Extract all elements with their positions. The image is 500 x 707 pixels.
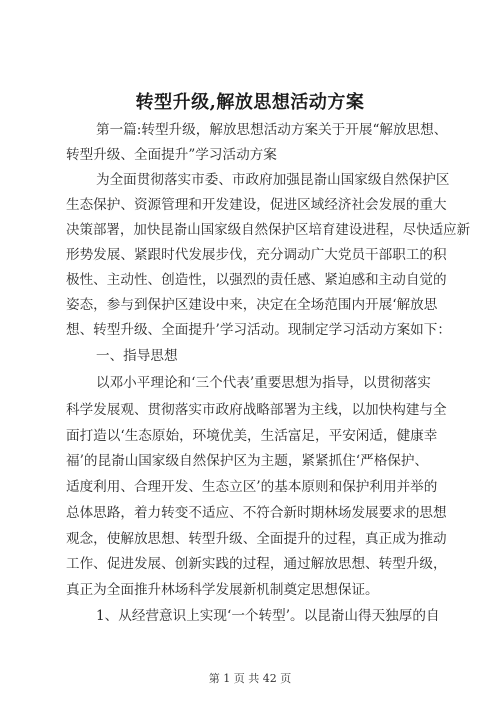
page-number: 第 1 页 共 42 页 bbox=[208, 672, 292, 685]
document-title: 转型升级,解放思想活动方案 bbox=[135, 92, 365, 113]
text-line: 观念，使解放思想、转型升级、全面提升的过程，真正成为推动 bbox=[66, 531, 447, 547]
text-line: 生态保护、资源管理和开发建设，促进区域经济社会发展的重大 bbox=[66, 197, 447, 213]
text-line: 科学发展观、贯彻落实市政府战略部署为主线，以加快构建与全 bbox=[66, 402, 447, 418]
text-line: 为全面贯彻落实市委、市政府加强昆嵛山国家级自然保护区 bbox=[96, 172, 450, 188]
text-line: 姿态，参与到保护区建设中来，决定在全场范围内开展‘解放思 bbox=[66, 297, 438, 313]
text-line: 福’的昆嵛山国家级自然保护区为主题，紧紧抓住‘严格保护、 bbox=[66, 453, 429, 469]
text-line: 形势发展、紧跟时代发展步伐，充分调动广大党员干部职工的积 bbox=[66, 247, 447, 263]
text-line: 决策部署，加快昆嵛山国家级自然保护区培育建设进程，尽快适应新 bbox=[66, 222, 471, 238]
text-line: 第一篇:转型升级，解放思想活动方案关于开展“解放思想、 bbox=[96, 122, 448, 138]
text-line: 真正为全面推升林场科学发展新机制奠定思想保证。 bbox=[66, 582, 379, 598]
text-line: 想、转型升级、全面提升’学习活动。现制定学习活动方案如下： bbox=[66, 322, 451, 338]
text-line: 1、从经营意识上实现‘一个转型’。以昆嵛山得天独厚的自 bbox=[96, 608, 440, 624]
text-line: 转型升级、全面提升”学习活动方案 bbox=[66, 147, 277, 163]
text-line: 面打造以‘生态原始，环境优美，生活富足，平安闲适，健康幸 bbox=[66, 428, 438, 444]
text-line: 总体思路，着力转变不适应、不符合新时期林场发展要求的思想 bbox=[66, 505, 447, 521]
text-line: 以邓小平理论和‘三个代表’重要思想为指导，以贯彻落实 bbox=[96, 375, 431, 391]
text-line: 工作、促进发展、创新实践的过程，通过解放思想、转型升级， bbox=[66, 556, 447, 572]
text-line: 适度利用、合理开发、生态立区’的基本原则和保护利用并举的 bbox=[66, 479, 438, 495]
section-heading: 一、指导思想 bbox=[96, 348, 178, 364]
text-line: 极性、主动性、创造性，以强烈的责任感、紧迫感和主动自觉的 bbox=[66, 272, 447, 288]
